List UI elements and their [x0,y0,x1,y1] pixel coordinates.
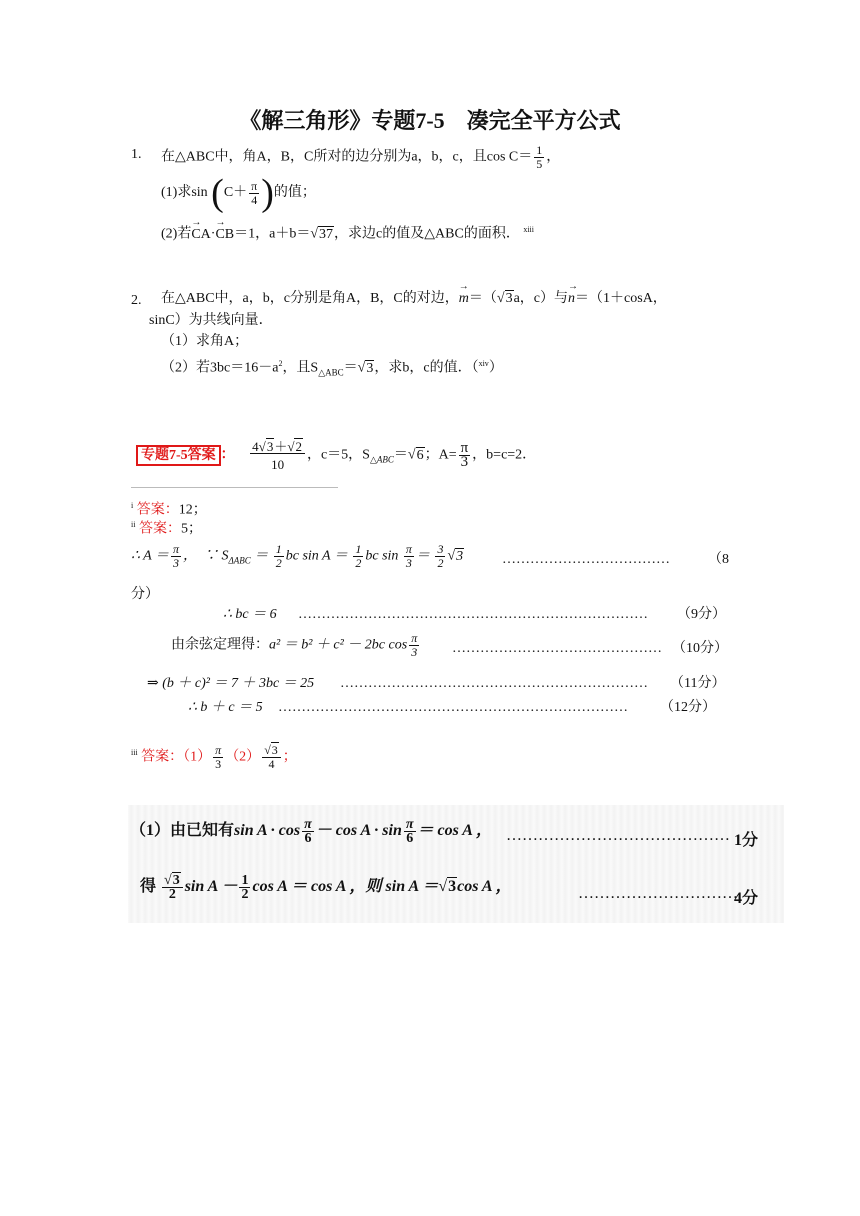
q1-part2-a: (2)若 [161,226,192,242]
sol-l3-b: a² ＝ b² ＋ c² － 2bc cos [269,637,408,653]
scan-r2-points: 4分 [734,890,759,907]
sol-l1-pi-frac2 [404,543,414,570]
note-iii-sqrt3: 3 [271,743,278,757]
q1-part1-frac [249,180,259,207]
answer-frac-sqrt3: 3 [266,439,274,454]
q1-frac-den: 5 [536,157,543,171]
scan-r1-dots: …………………………………… [506,827,730,844]
sol-l1-half1 [274,543,284,570]
q1-frac-num: 1 [536,143,543,157]
q1-pi: π [251,178,258,193]
scan-r1-6a: 6 [304,830,312,846]
sol-l1-dots: ……………………………… [502,552,670,567]
page-title: 《解三角形》专题7-5 凑完全平方公式 [239,108,621,133]
scan-r1-d: ＝ cos A ， [417,822,493,839]
scan-r2-1: 1 [241,872,249,888]
sol-l1-e: bc sin [365,548,399,564]
q2-line1-d: ＝（1＋cosA， [575,291,667,306]
scan-r2-sqrt3b: 3 [448,878,457,895]
scan-r1-c: － cos A · sin [315,822,402,839]
sol-l1-sqrt3: 3 [456,548,464,564]
q2-line1-c: a，c）与 [513,291,569,306]
sol-l1-pi-frac [171,543,181,570]
scan-r2-a: 得 [140,878,157,895]
note-ii-value: 5； [180,521,202,537]
sol-l3-dots: ……………………………………… [452,641,662,656]
vector-m: → m [459,290,469,308]
q2-part2-b: ，且S [282,360,319,376]
sol-l1-points: （8 [708,552,729,567]
note-iii-sqrt-frac: $\frac{√3}{4}$ [262,744,281,771]
footnote-divider [131,487,338,488]
q1-part1-inner: C＋ [223,185,248,201]
paren-close: ) [261,172,274,214]
note-iii-mark: iii [131,748,138,758]
endnote-ref-xiii[interactable]: xiii [523,225,534,234]
q2-number: 2. [131,293,142,308]
note-iii-end: ； [282,749,297,765]
scan-r1-pi2: π [405,816,414,832]
q1-four: 4 [251,192,258,207]
answer-frac-den: 10 [271,457,285,472]
answer-part5: ，b=c=2． [472,447,537,463]
scan-r1-pi1: π [304,816,312,832]
q1-part2-c: ，求边c的值及△ABC的面积． [334,226,520,242]
sol-l1-pi: π [172,542,179,556]
answer-part3: ＝ [393,447,408,463]
answer-label-box: 专题7-5答案 [136,445,221,466]
scan-r2-2: 2 [168,886,176,902]
q2-line1-b: ＝（ [468,291,497,306]
q1-stem [161,144,560,171]
answer-part4: ；A= [424,447,457,463]
scan-r1-points: 1分 [734,832,759,849]
answer-three: 3 [460,454,469,470]
sol-half2-n: 1 [355,542,362,556]
scan-r2-frac2 [239,874,250,901]
q2-part2: （2）若$3bc=16-a^2$，且$S_{\triangle ABC}=√3$，求b，c的值．（$^{xiv}$） [161,359,503,378]
answer-part2: ，c＝5，S [306,447,370,463]
sol-l1-frac32 [435,543,445,570]
scan-row1 [130,817,492,845]
q1-fraction [534,144,544,171]
scan-r2-frac1: $\frac{√3}{2}$ [162,874,183,901]
sol-l3-pi: π [411,631,418,645]
note-i-mark: i [131,501,134,510]
sol-l3-pi-frac [409,632,419,659]
sol-l1-sub: ΔABC [228,555,251,566]
q2-part2-c: ＝ [343,360,358,376]
note-ii [131,516,202,539]
sol-line4: ⇒ (b ＋ c)² ＝ 7 ＋ 3bc ＝ 25 [147,676,315,691]
scan-r1-frac2 [404,818,416,845]
note-i-label: 答案： [136,502,179,518]
answer-fraction: $\frac{4√3+√2}{10}$ [250,440,305,471]
answer-subscript: △ABC [369,454,394,465]
q2-part2-a: （2）若3bc＝16－a [161,360,279,376]
q2-part2-e: ） [488,360,503,376]
note-iii-pi-frac [213,744,223,771]
q1-stem-text: 在△ABC中，角A，B，C所对的边分别为a，b，c，且cos C＝ [161,149,533,165]
q2-subscript: △ABC [318,367,344,378]
sol-l5-dots: ………………………………………………………………… [278,700,628,715]
sol-l3-3: 3 [411,645,418,659]
endnote-ref-xiv[interactable]: xiv [478,359,489,368]
q2-line2: sinC）为共线向量． [149,313,273,328]
q1-stem-end: ， [546,149,561,165]
q1-number: 1. [131,147,142,162]
scan-r2-d: sin A ＝ [385,878,439,895]
sol-l1-c: ＝ [250,548,269,564]
sol-l1-f: ＝ [415,548,430,564]
note-i-value: 12； [178,502,207,518]
q2-sqrt-3: 3 [366,360,374,376]
sol-l1-3b: 3 [405,556,412,570]
note-iii-four: 4 [268,757,275,771]
sol-l5-points: （12分） [660,700,716,715]
sol-line2: ∴ bc ＝ 6 [223,607,277,622]
sqrt-3: 3 [505,291,513,306]
q2-line1-a: 在△ABC中，a，b，c分别是角A，B，C的对边， [161,291,459,306]
q1-part1-a: (1)求sin [161,185,208,201]
vector-n: → n [568,290,575,308]
sol-l4-dots: ………………………………………………………… [340,676,648,691]
scan-r2-c: cos A ＝ cos A ，则 [252,878,382,895]
note-ii-label: 答案： [138,521,181,537]
note-iii-label2: （2） [225,749,261,765]
sol-line1: ∴ A ＝ $\frac{\pi}{3}$ ， ∵ $S_{\Delta ABC}$ ＝ $\frac{1}{2}$ bc sin A ＝ $\frac{1}{2}$ bc sin $\frac{\pi}{3}$ ＝ $\frac{3}{2}$ √3 [131,542,464,570]
answer-row: 专题7-5答案 ： $\frac{4√3+√2}{10}$ ，c＝5，$S_{\triangle ABC}=√6$；A= $\frac{\pi}{3}$ ，b=c=2． [136,440,536,471]
sol-frac32-n: 3 [437,542,444,556]
q1-part1 [161,172,316,214]
sol-line3 [171,632,421,659]
answer-pi: π [460,440,469,456]
sol-l3-points: （10分） [672,641,728,656]
sol-line5: ∴ b ＋ c ＝ 5 [188,700,263,715]
sol-l1-half2 [353,543,363,570]
sol-l1-3: 3 [172,556,179,570]
q2-square: 2 [278,359,283,368]
q2-line1: 在△ABC中，a，b，c分别是角A，B，C的对边，→ m＝（√3a，c）与→ n＝（1＋cosA， [161,290,667,308]
sol-half1-n: 1 [275,542,282,556]
sol-l4-points: （11分） [670,676,726,691]
sol-l1-a: ∴ A ＝ [131,548,169,564]
note-iii-pi: π [215,743,222,757]
vector-cb: → CB [215,226,234,244]
paren-open: ( [211,172,224,214]
dot-op: · [210,226,216,242]
scan-r2-b: sin A － [184,878,238,895]
scan-r2-e: cos A ， [457,878,512,895]
note-iii-label: 答案：（1） [141,749,212,765]
sol-l1-pi2: π [405,542,412,556]
note-iii-three: 3 [215,757,222,771]
scanned-solution-image [128,805,784,923]
scan-r2-sqrt3: 3 [172,872,180,888]
q2-part1: （1）求角A； [161,334,249,349]
sol-frac32-d: 2 [437,556,444,570]
scan-r1-6b: 6 [406,830,414,846]
scan-r1-a: （1）由已知有 [130,822,235,839]
q1-part2: (2)若→ CA·→ CB＝1，a＋b＝√37，求边c的值及△ABC的面积． $^{xiii}$ [161,221,534,244]
answer-pi-frac [459,442,471,469]
sol-l1-comma: ， [182,548,197,564]
sol-l1-wrap: 分） [131,587,159,602]
note-iii [131,744,297,771]
scan-r2-2b: 2 [241,886,249,902]
answer-colon: ： [220,447,235,463]
sol-half1-d: 2 [275,556,282,570]
sol-l2-points: （9分） [677,607,726,622]
sol-l1-d: bc sin A ＝ [285,548,348,564]
note-ii-mark: ii [131,520,136,529]
scan-r1-b: sin A · cos [234,822,301,839]
scan-row2: 得 $\frac{√3}{2}$ sin A － $\frac{1}{2}$ cos A ＝ cos A ，则 sin A ＝√3cos A ， [140,872,512,902]
vector-ca: → CA [191,226,210,244]
q1-part1-b: 的值； [273,185,316,201]
scan-r1-frac1 [302,818,314,845]
sol-l2-dots: ………………………………………………………………… [298,607,648,622]
answer-frac-sqrt2: 2 [295,439,302,454]
sol-l3-a: 由余弦定理得： [171,637,269,653]
answer-sqrt6: 6 [416,447,424,463]
sqrt-37: 37 [319,226,334,242]
sol-half2-d: 2 [355,556,362,570]
sol-l1-b: ∵ S [203,548,229,564]
q1-part2-b: ＝1，a＋b＝ [234,226,311,242]
answer-frac-4: 4 [252,439,259,454]
answer-frac-plus: ＋ [274,439,288,454]
scan-r2-dots: ………………………… [578,885,738,902]
q2-part2-d: ，求b，c的值．（ [374,360,479,376]
